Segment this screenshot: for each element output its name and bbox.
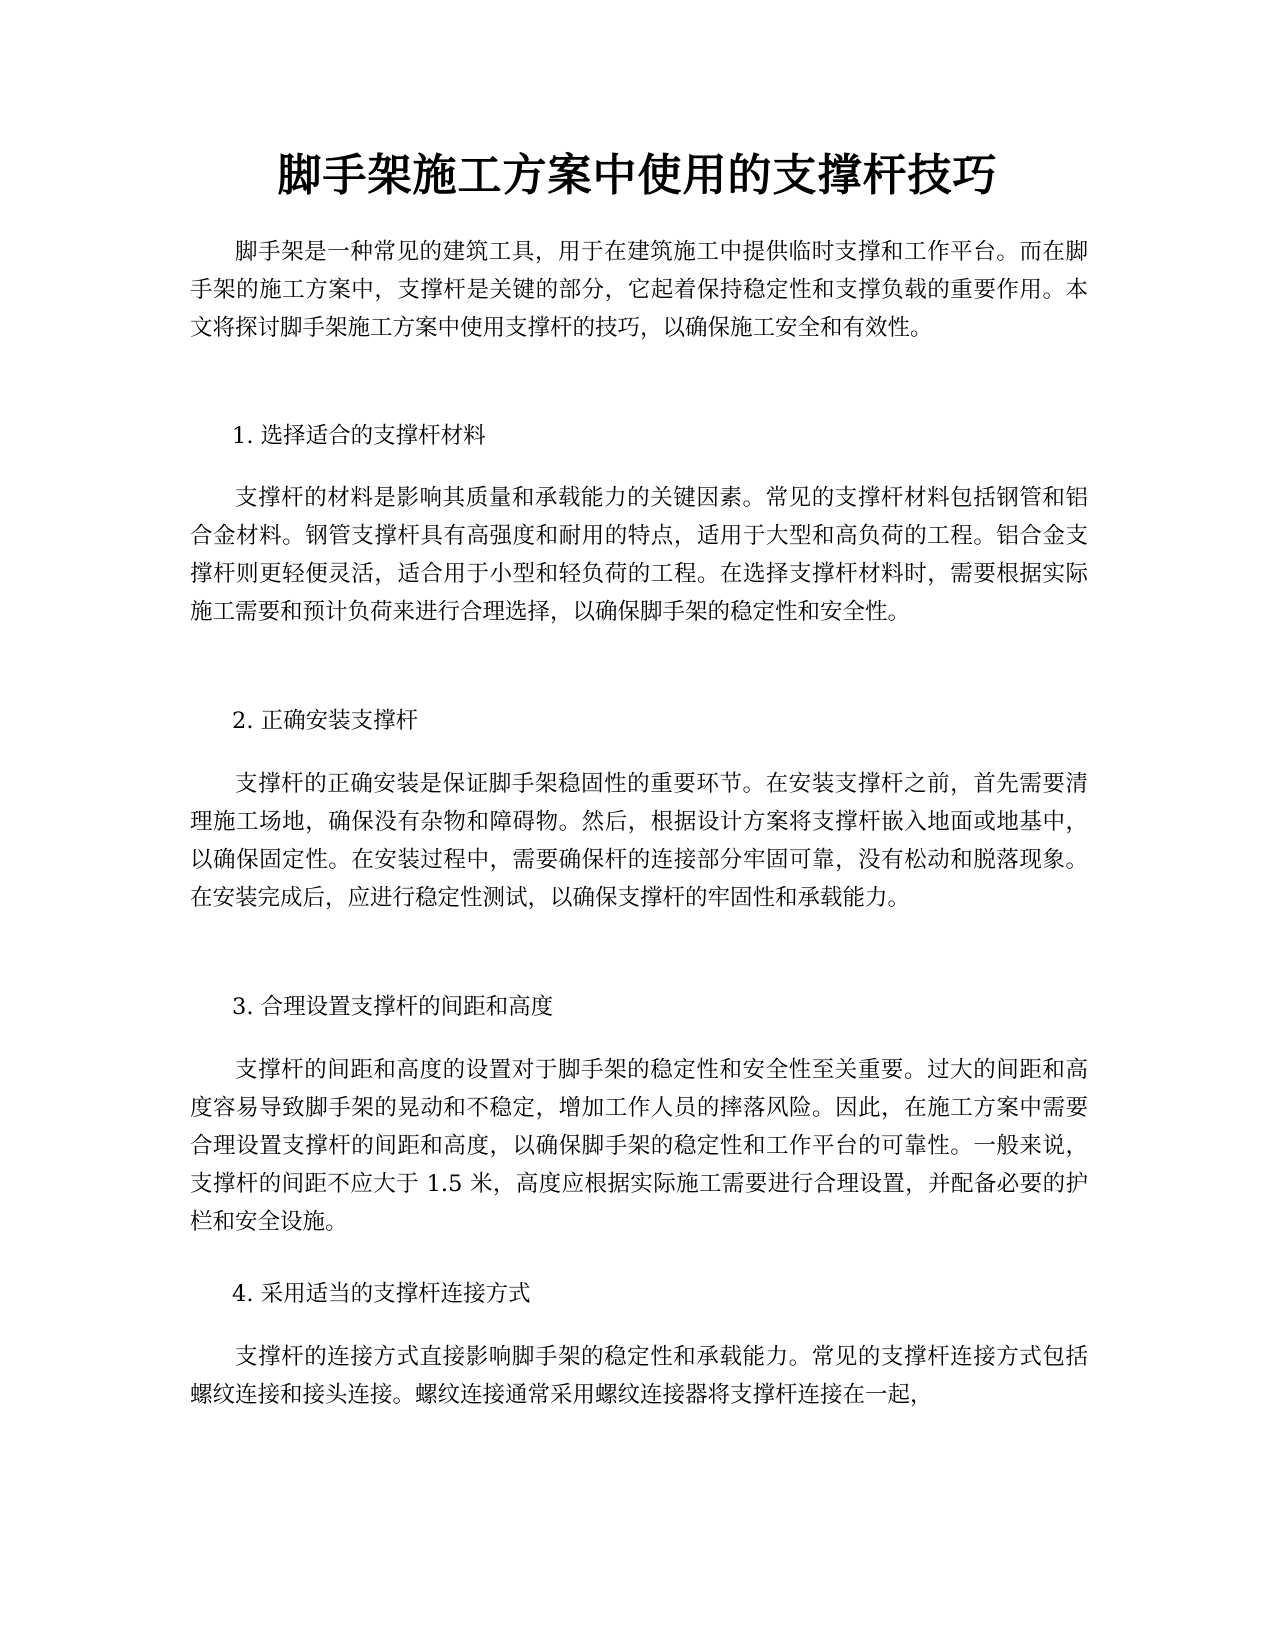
section-1-heading: 1. 选择适合的支撑杆材料 <box>232 423 486 449</box>
section-1-paragraph: 支撑杆的材料是影响其质量和承载能力的关键因素。常见的支撑杆材料包括钢管和铝合金材料。钢管支撑杆具有高强度和耐用的特点，适用于大型和高负荷的工程。铝合金支撑杆则更轻便灵活，适合用于小型和轻负荷的工程。在选择支撑杆材料时，需要根据实际施工需要和预计负荷来进行合理选择，以确保脚手架的稳定性和安全性。 <box>190 485 1088 625</box>
document-title: 脚手架施工方案中使用的支撑杆技巧 <box>277 150 998 201</box>
section-2-heading: 2. 正确安装支撑杆 <box>232 708 419 734</box>
section-3-paragraph: 支撑杆的间距和高度的设置对于脚手架的稳定性和安全性至关重要。过大的间距和高度容易导致脚手架的晃动和不稳定，增加工作人员的摔落风险。因此，在施工方案中需要合理设置支撑杆的间距和高度，以确保脚手架的稳定性和工作平台的可靠性。一般来说，支撑杆的间距不应大于 1.5 米，高度应根据实际施工需要进行合理设置，并配备必要的护栏和安全设施。 <box>190 1057 1088 1235</box>
intro-paragraph: 脚手架是一种常见的建筑工具，用于在建筑施工中提供临时支撑和工作平台。而在脚手架的施工方案中，支撑杆是关键的部分，它起着保持稳定性和支撑负载的重要作用。本文将探讨脚手架施工方案中使用支撑杆的技巧，以确保施工安全和有效性。 <box>190 239 1088 341</box>
section-4-paragraph: 支撑杆的连接方式直接影响脚手架的稳定性和承载能力。常见的支撑杆连接方式包括螺纹连接和接头连接。螺纹连接通常采用螺纹连接器将支撑杆连接在一起， <box>190 1344 1088 1408</box>
section-3-heading: 3. 合理设置支撑杆的间距和高度 <box>232 994 554 1020</box>
section-2-paragraph: 支撑杆的正确安装是保证脚手架稳固性的重要环节。在安装支撑杆之前，首先需要清理施工场地，确保没有杂物和障碍物。然后，根据设计方案将支撑杆嵌入地面或地基中，以确保固定性。在安装过程中，需要确保杆的连接部分牢固可靠，没有松动和脱落现象。在安装完成后，应进行稳定性测试，以确保支撑杆的牢固性和承载能力。 <box>190 771 1088 911</box>
section-4-heading: 4. 采用适当的支撑杆连接方式 <box>232 1281 531 1307</box>
